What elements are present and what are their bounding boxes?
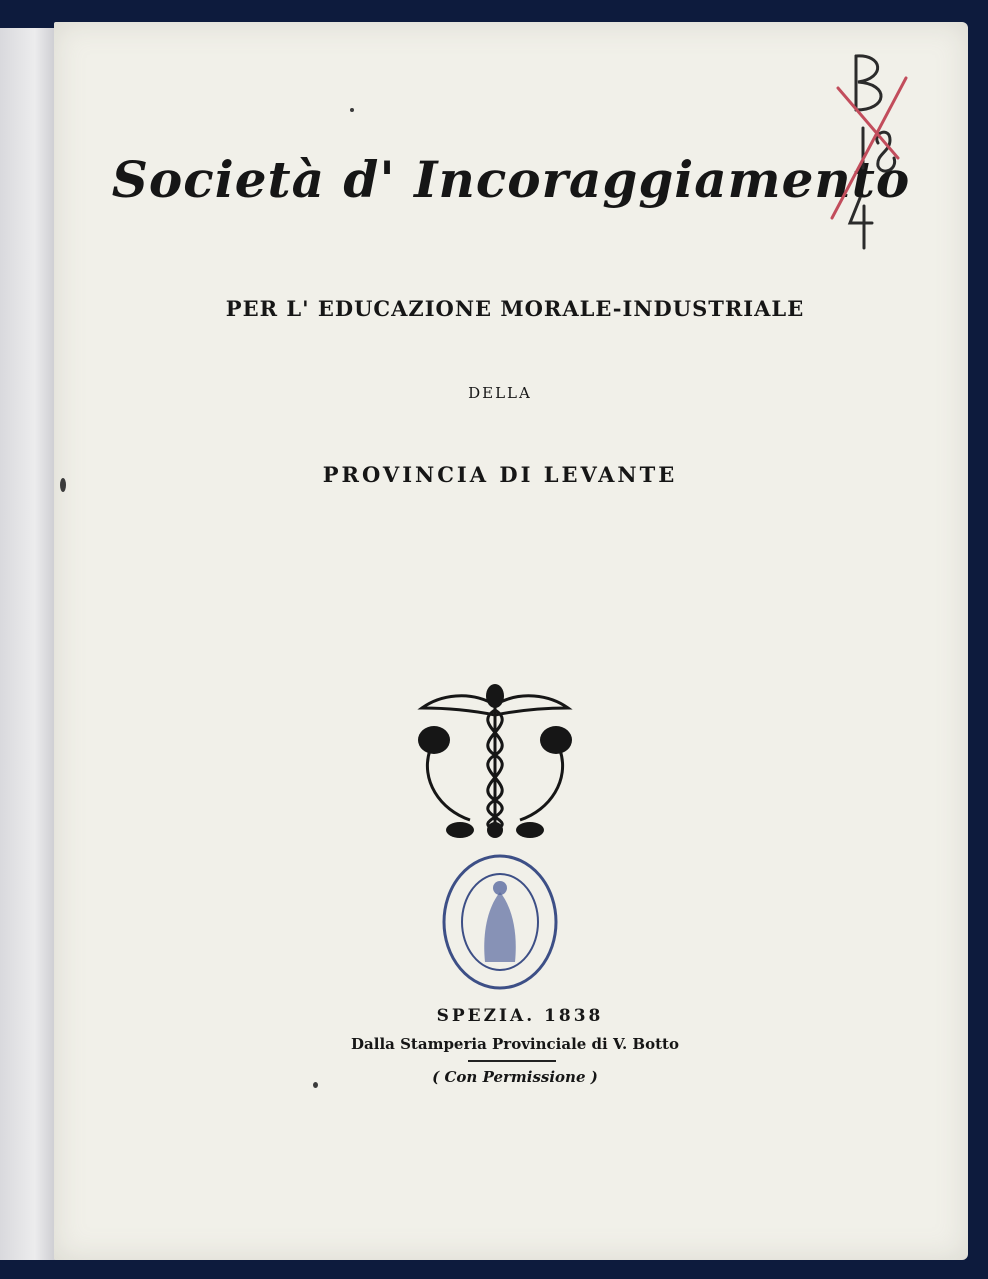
imprint-divider	[468, 1060, 556, 1062]
document-subtitle: PER L' EDUCAZIONE MORALE-INDUSTRIALE	[225, 296, 805, 321]
region-name: PROVINCIA DI LEVANTE	[322, 462, 678, 487]
imprint-permission: ( Con Permissione )	[432, 1068, 598, 1086]
ink-speck	[350, 108, 354, 112]
handwritten-shelfmark-icon	[828, 48, 918, 258]
imprint-printer: Dalla Stamperia Provinciale di V. Botto	[351, 1035, 679, 1053]
binding-hole	[60, 478, 66, 492]
document-title: Società d' Incoraggiamento	[111, 150, 911, 209]
imprint-city-year: SPEZIA. 1838	[436, 1006, 604, 1026]
previous-page-edge	[0, 28, 60, 1260]
library-stamp-icon	[440, 852, 560, 992]
ink-speck	[313, 1082, 318, 1088]
connector-word: DELLA	[468, 384, 532, 402]
caduceus-emblem-icon	[410, 680, 580, 850]
